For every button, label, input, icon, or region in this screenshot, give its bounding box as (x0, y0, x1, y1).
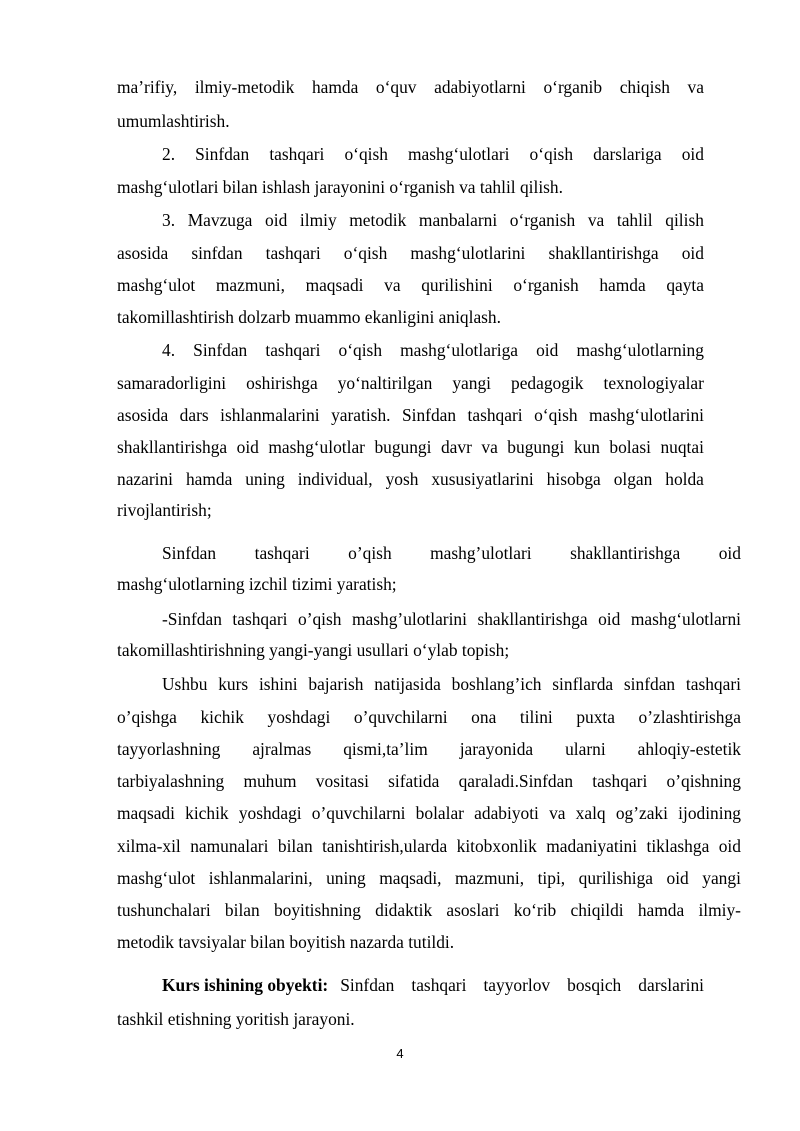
word: tashqari (232, 609, 288, 629)
word: manbalarni (418, 210, 498, 230)
word: ijodining (678, 803, 741, 823)
word: qurilishini (421, 275, 493, 295)
word: asosida (117, 243, 169, 263)
word: o’qishga (117, 707, 177, 727)
word: olgan (613, 469, 653, 489)
text-line (117, 370, 704, 396)
word: xalq (575, 803, 606, 823)
word: asosida (117, 405, 169, 425)
word: jarayonida (459, 739, 534, 759)
word: tiklashga (646, 836, 710, 856)
word: kichik (200, 707, 244, 727)
word: tashqari (269, 144, 325, 164)
word: o’quvchilarni (311, 803, 406, 823)
word: o‘qish (338, 340, 383, 360)
word: tarbiyalashning (117, 771, 225, 791)
word: tashqari (592, 771, 648, 791)
word: hamda (185, 469, 233, 489)
word: muhum (243, 771, 297, 791)
word: qilish (665, 210, 704, 230)
text-line (117, 240, 704, 266)
word: mashg‘ulotlar (268, 437, 365, 457)
text-line (117, 800, 741, 826)
object-heading: Kurs ishining obyekti: (162, 975, 329, 995)
word: nazarini (117, 469, 174, 489)
word: nuqtai (660, 437, 704, 457)
text-line (162, 337, 704, 363)
word: natijasida (374, 674, 441, 694)
text-line: rivojlantirish; (117, 500, 212, 520)
word: oid (718, 836, 741, 856)
word: yaratish. (331, 405, 391, 425)
word: o’qishning (666, 771, 741, 791)
word: tipi, (537, 868, 566, 888)
text-line (117, 402, 704, 428)
word: qayta (666, 275, 704, 295)
word: 3. (162, 210, 176, 230)
word: mashg‘ulotlari (408, 144, 510, 164)
text-line (117, 704, 741, 730)
word: shakllantirishga (548, 243, 659, 263)
text-line: umumlashtirish. (117, 111, 230, 131)
text-line (117, 272, 704, 298)
word: Sinfdan (340, 975, 395, 995)
word: oid (718, 543, 741, 563)
word: o’zlashtirishga (638, 707, 741, 727)
word: madaniyatini (546, 836, 638, 856)
word: samaradorligini (117, 373, 227, 393)
text-line (117, 736, 741, 762)
word: mashg‘ulotlarini (589, 405, 704, 425)
word: o‘qish (529, 144, 574, 164)
word: individual, (297, 469, 373, 489)
word: puxta (576, 707, 615, 727)
word: maqsadi, (379, 868, 442, 888)
text-line: metodik tavsiyalar bilan boyitish nazarda tutildi. (117, 932, 455, 952)
word: ishlanmalarini, (208, 868, 313, 888)
word: ularni (565, 739, 606, 759)
word: va (549, 803, 566, 823)
word: qismi,ta’lim (343, 739, 428, 759)
text-line (162, 671, 741, 697)
word: o‘rganish (513, 275, 579, 295)
word: darslarini (638, 975, 704, 995)
word: boyitishning (273, 900, 361, 920)
word: metodik (349, 210, 407, 230)
word: maqsadi (117, 803, 175, 823)
word: adabiyotlarni (434, 77, 526, 97)
word: hisobga (546, 469, 601, 489)
text-line (162, 141, 704, 167)
word: tashqari (411, 975, 467, 995)
word: ilmiy- (698, 900, 741, 920)
text-line: takomillashtirish dolzarb muammo ekanligini aniqlash. (117, 307, 501, 327)
word: tanishtirish,ularda (322, 836, 448, 856)
word: o‘qish (534, 405, 578, 425)
word: hamda (311, 77, 359, 97)
word: kun (573, 437, 600, 457)
word: kichik (185, 803, 229, 823)
word: mashg‘ulot (117, 275, 196, 295)
word: mashg‘ulotlariga (400, 340, 518, 360)
word: o‘qish (343, 243, 388, 263)
word: bugungi (507, 437, 565, 457)
word: bosqich (567, 975, 622, 995)
word: qaraladi.Sinfdan (458, 771, 574, 791)
word: Sinfdan (193, 340, 248, 360)
word: ishini (258, 674, 298, 694)
word: boshlang’ich (451, 674, 542, 694)
word: oid (681, 243, 704, 263)
word: -Sinfdan (162, 609, 222, 629)
word: bugungi (374, 437, 432, 457)
word: chiqildi (570, 900, 624, 920)
word: shakllantirishga (117, 437, 228, 457)
text-line: takomillashtirishning yangi-yangi usullari o‘ylab topish; (117, 640, 510, 660)
object-text (340, 972, 704, 998)
word: yoshdagi (238, 803, 302, 823)
word: yangi (702, 868, 741, 888)
word: maqsadi (305, 275, 364, 295)
word: og’zaki (615, 803, 668, 823)
text-line (162, 207, 704, 233)
word: oid (265, 210, 288, 230)
word: shakllantirishga (477, 609, 588, 629)
word: ilmiy-metodik (194, 77, 295, 97)
word: tahlil (616, 210, 653, 230)
word: hamda (599, 275, 646, 295)
word: namunalari (190, 836, 269, 856)
word: bajarish (308, 674, 364, 694)
word: oid (236, 437, 259, 457)
word: darslariga (593, 144, 662, 164)
word: Sinfdan (195, 144, 250, 164)
word: kitobxonlik (456, 836, 537, 856)
word: mashg‘ulotlarini (410, 243, 526, 263)
page-number: 4 (396, 1046, 404, 1061)
word: tayyorlov (483, 975, 551, 995)
word: o‘rganib (543, 77, 603, 97)
word: yosh (385, 469, 419, 489)
word: Ushbu (162, 674, 208, 694)
word: mazmuni, (455, 868, 525, 888)
text-line (162, 606, 741, 632)
text-line (162, 540, 741, 566)
word: yo‘naltirilgan (337, 373, 433, 393)
word: ahloqiy-estetik (637, 739, 741, 759)
word: vositasi (315, 771, 369, 791)
word: oid (681, 144, 704, 164)
word: ishlanmalarini (220, 405, 320, 425)
word: tashqari (467, 405, 523, 425)
word: bolalar (415, 803, 464, 823)
word: holda (665, 469, 704, 489)
word: oid (598, 609, 621, 629)
word: ajralmas (252, 739, 312, 759)
word: tilini (519, 707, 553, 727)
word: o’quvchilarni (353, 707, 448, 727)
word: ona (471, 707, 497, 727)
word: o’qish (348, 543, 392, 563)
word: qurilishiga (578, 868, 654, 888)
word: sifatida (388, 771, 440, 791)
word: pedagogik (511, 373, 584, 393)
word: Mavzuga (187, 210, 253, 230)
text-line (117, 466, 704, 492)
word: kurs (218, 674, 249, 694)
word: tayyorlashning (117, 739, 221, 759)
word: bilan (224, 900, 260, 920)
word: asoslari (446, 900, 500, 920)
word: yangi (452, 373, 491, 393)
word: va (384, 275, 401, 295)
word: o‘rganish (509, 210, 576, 230)
word: uning (245, 469, 285, 489)
word: tashqari (254, 543, 310, 563)
word: dars (179, 405, 209, 425)
word: adabiyoti (474, 803, 539, 823)
word: chiqish (619, 77, 670, 97)
word: Sinfdan (401, 405, 457, 425)
word: xilma-xil (117, 836, 181, 856)
word: 4. (162, 340, 176, 360)
text-line (117, 833, 741, 859)
text-line (117, 897, 741, 923)
text-line (117, 74, 704, 100)
word: mashg’ulotlari (430, 543, 532, 563)
word: didaktik (375, 900, 433, 920)
word: mashg’ulotlarini (352, 609, 467, 629)
word: hamda (637, 900, 685, 920)
word: sinfdan (191, 243, 243, 263)
text-line (117, 865, 741, 891)
word: mazmuni, (215, 275, 285, 295)
word: tashqari (265, 340, 321, 360)
text-line: mashg‘ulotlarning izchil tizimi yaratish; (117, 574, 397, 594)
word: mashg‘ulotlarning (576, 340, 704, 360)
word: sinflarda (552, 674, 614, 694)
word: Sinfdan (162, 543, 217, 563)
word: o‘quv (375, 77, 417, 97)
object-line (162, 972, 704, 998)
word: ko‘rib (513, 900, 557, 920)
word: shakllantirishga (570, 543, 681, 563)
text-line (117, 768, 741, 794)
word: va (481, 437, 498, 457)
word: sinfdan (623, 674, 676, 694)
word: oshirishga (246, 373, 318, 393)
word: davr (440, 437, 472, 457)
word: o‘qish (344, 144, 388, 164)
text-line: tashkil etishning yoritish jarayoni. (117, 1009, 355, 1029)
word: tushunchalari (117, 900, 211, 920)
word: va (587, 210, 605, 230)
text-line: mashg‘ulotlari bilan ishlash jarayonini o‘rganish va tahlil qilish. (117, 177, 563, 197)
word: ilmiy (299, 210, 337, 230)
word: o’qish (298, 609, 342, 629)
word: bilan (277, 836, 313, 856)
word: tashqari (265, 243, 321, 263)
word: oid (536, 340, 559, 360)
text-line (117, 434, 704, 460)
word: mashg‘ulot (117, 868, 196, 888)
word: 2. (162, 144, 176, 164)
word: tashqari (685, 674, 741, 694)
word: bolasi (609, 437, 651, 457)
word: texnologiyalar (603, 373, 704, 393)
word: xususiyatlarini (431, 469, 534, 489)
word: va (687, 77, 704, 97)
word: yoshdagi (267, 707, 331, 727)
word: mashg‘ulotlarni (630, 609, 741, 629)
word: oid (666, 868, 689, 888)
word: ma’rifiy, (117, 77, 178, 97)
word: uning (326, 868, 366, 888)
